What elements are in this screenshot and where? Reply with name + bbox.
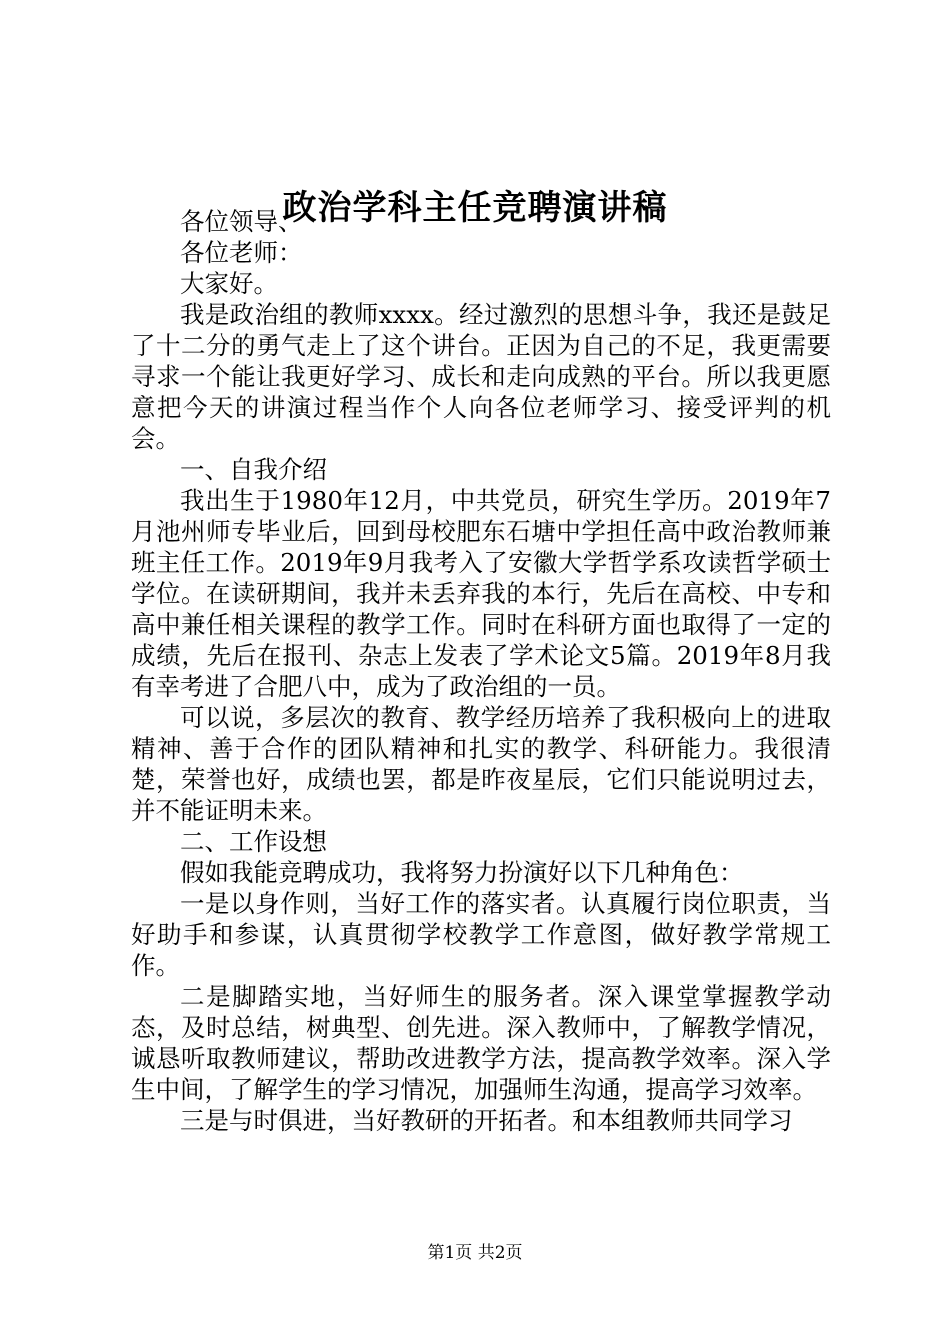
paragraph-roles-intro: 假如我能竞聘成功，我将努力扮演好以下几种角色： (180, 858, 744, 887)
document-title: 政治学科主任竞聘演讲稿 (282, 188, 668, 228)
section-heading-self-intro: 一、自我介绍 (180, 455, 327, 484)
document-body (131, 206, 831, 1136)
greeting-teachers: 各位老师： (180, 238, 303, 267)
section-heading-work-plan: 二、工作设想 (180, 827, 327, 856)
paragraph-experience: 可以说，多层次的教育、教学经历培养了我积极向上的进取精神、善于合作的团队精神和扎实的教学、科研能力。我很清楚，荣誉也好，成绩也罢，都是昨夜星辰，它们只能说明过去，并不能证明未来。 (131, 703, 831, 825)
paragraph-intro: 我是政治组的教师xxxx。经过激烈的思想斗争，我还是鼓足了十二分的勇气走上了这个讲台。正因为自己的不足，我更需要寻求一个能让我更好学习、成长和走向成熟的平台。所以我更愿意把今天的讲演过程当作个人向各位老师学习、接受评判的机会。 (131, 300, 831, 453)
paragraph-role-three: 三是与时俱进，当好教研的开拓者。和本组教师共同学习 (180, 1106, 793, 1135)
paragraph-role-one: 一是以身作则，当好工作的落实者。认真履行岗位职责，当好助手和参谋，认真贯彻学校教学工作意图，做好教学常规工作。 (131, 889, 831, 980)
paragraph-background: 我出生于1980年12月，中共党员，研究生学历。2019年7月池州师专毕业后，回到母校肥东石塘中学担任高中政治教师兼班主任工作。2019年9月我考入了安徽大学哲学系攻读哲学硕士学位。在读研期间，我并未丢弃我的本行，先后在高校、中专和高中兼任相关课程的教学工作。同时在科研方面也取得了一定的成绩，先后在报刊、杂志上发表了学术论文5篇。2019年8月我有幸考进了合肥八中，成为了政治组的一员。 (131, 486, 831, 701)
paragraph-role-two: 二是脚踏实地，当好师生的服务者。深入课堂掌握教学动态，及时总结，树典型、创先进。深入教师中，了解教学情况，诚恳听取教师建议，帮助改进教学方法，提高教学效率。深入学生中间，了解学生的学习情况，加强师生沟通，提高学习效率。 (131, 982, 831, 1104)
greeting-all: 大家好。 (180, 269, 278, 298)
greeting-leaders: 各位领导、 (180, 207, 303, 236)
page-footer: 第1页 共2页 (427, 1243, 523, 1263)
